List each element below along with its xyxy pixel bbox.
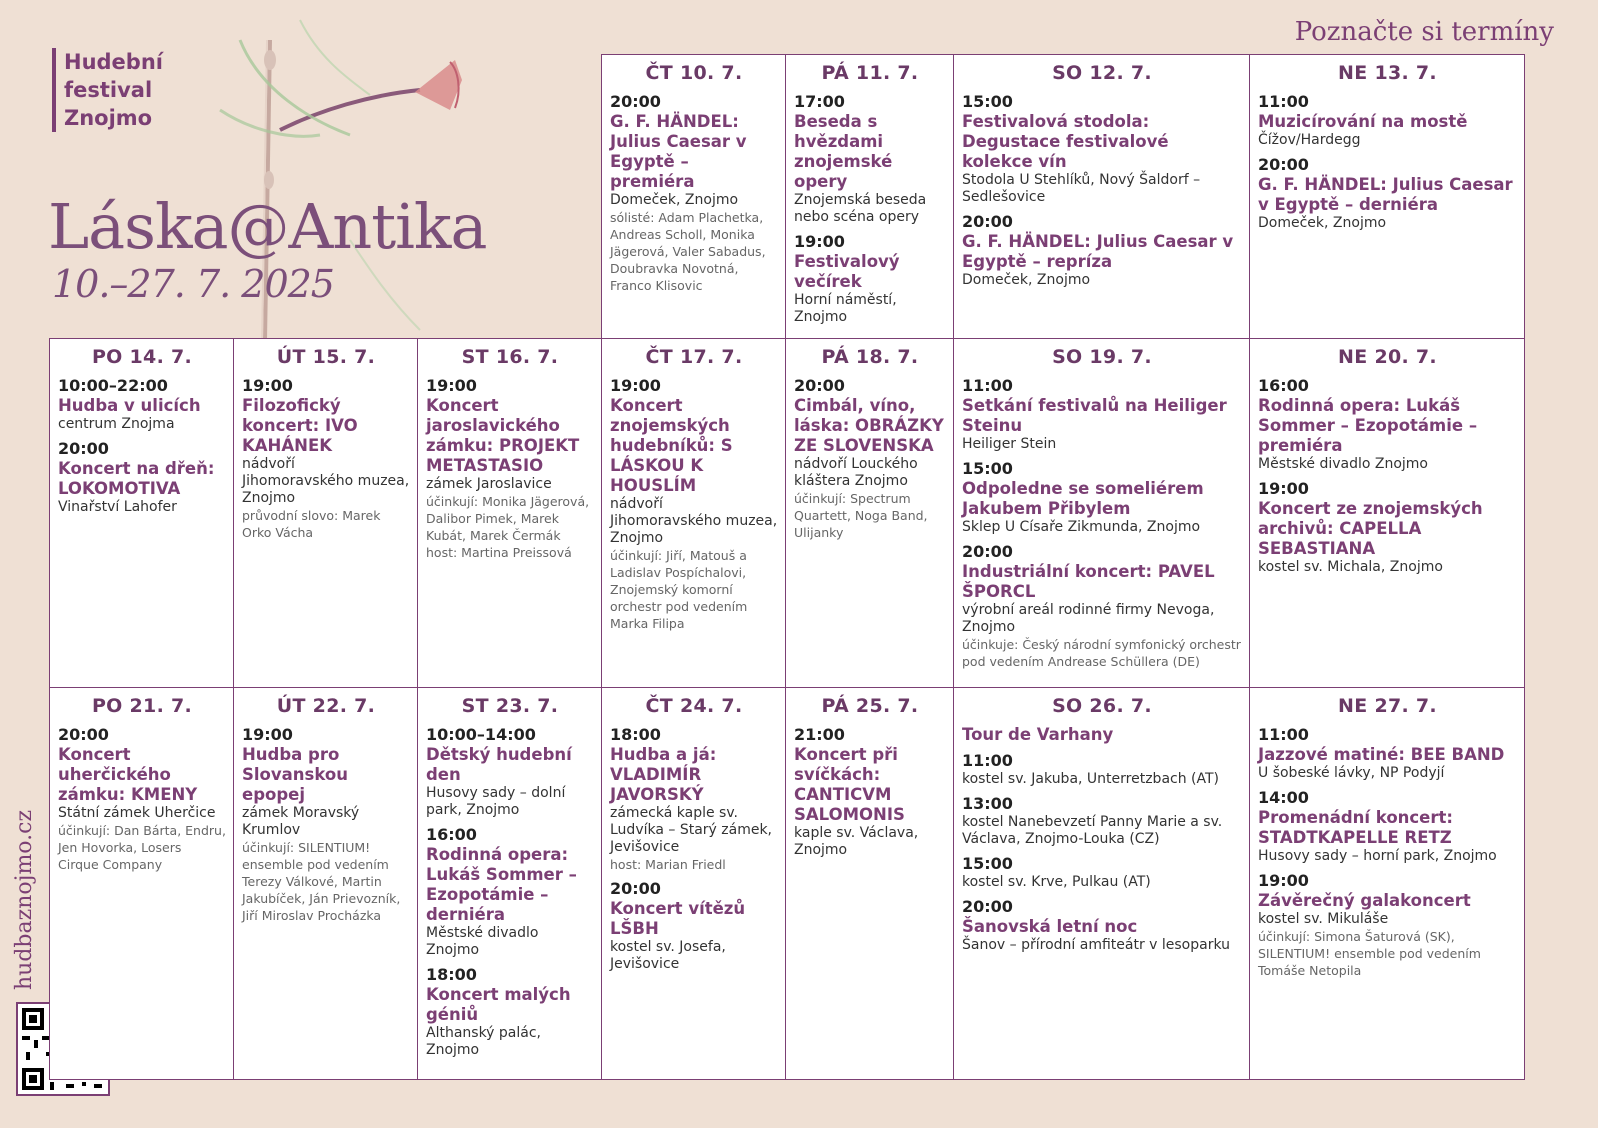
event-item [962,212,1242,289]
event-place: kostel sv. Mikuláše [1258,911,1389,927]
event-item [962,725,1242,745]
day-cell [1249,687,1525,1080]
event-title: Koncert ze znojemských archivů: CAPELLA SEBASTIANA [1258,499,1483,558]
event-time: 15:00 [962,459,1013,478]
event-place: Domeček, Znojmo [1258,215,1387,231]
event-item [962,794,1242,848]
event-time: 19:00 [1258,871,1309,890]
event-item [794,232,946,326]
event-time: 19:00 [1258,479,1309,498]
event-time: 20:00 [962,212,1013,231]
event-time: 19:00 [242,376,293,395]
day-label: ST 23. 7. [461,695,559,717]
event-title: Rodinná opera: Lukáš Sommer – Ezopotámie – derniéra [426,845,577,924]
event-item [1258,376,1517,473]
event-place: nádvoří Jihomoravského muzea, Znojmo [610,496,778,546]
event-place: U šobeské lávky, NP Podyjí [1258,765,1445,781]
brand-line: festival [64,78,153,102]
day-cell [785,687,954,1080]
event-title: Beseda s hvězdami znojemské opery [794,112,893,191]
event-performers: účinkují: Spectrum Quartett, Noga Band, Ulijanky [794,491,928,540]
event-place: Znojemská beseda nebo scéna opery [794,192,927,225]
event-performers: sólisté: Adam Plachetka, Andreas Scholl, Monika Jägerová, Valer Sabadus, Doubravka Novotná, Franco Klisovic [610,210,766,293]
event-item [1258,479,1517,576]
event-place: kostel sv. Krve, Pulkau (AT) [962,874,1151,890]
event-item [610,879,778,973]
event-place: Stodola U Stehlíků, Nový Šaldorf – Sedlešovice [962,172,1201,205]
day-label: ČT 17. 7. [645,346,743,368]
event-place: Městské divadlo Znojmo [1258,456,1428,472]
event-place: Čížov/Hardegg [1258,132,1361,148]
event-item [242,725,410,924]
event-item [610,725,778,873]
event-time: 18:00 [610,725,661,744]
event-place: Šanov – přírodní amfiteátr v lesoparku [962,937,1231,953]
day-cell [417,687,602,1080]
event-time: 16:00 [426,825,477,844]
event-item [58,725,226,873]
day-cell [1249,54,1525,339]
event-item [794,92,946,226]
event-item [426,376,594,561]
event-title: G. F. HÄNDEL: Julius Caesar v Egyptě – derniéra [1258,175,1513,214]
event-time: 20:00 [1258,155,1309,174]
event-place: kostel sv. Josefa, Jevišovice [610,939,726,972]
day-label: ÚT 15. 7. [276,346,376,368]
event-place: kostel sv. Michala, Znojmo [1258,559,1443,575]
event-place: výrobní areál rodinné firmy Nevoga, Znojmo [962,602,1215,635]
day-label: ČT 10. 7. [645,62,743,84]
event-item [1258,725,1517,782]
event-title: Koncert malých géniů [426,985,571,1024]
day-cell [785,338,954,688]
event-title: Dětský hudební den [426,745,572,784]
event-item [58,376,226,433]
event-time: 15:00 [962,92,1013,111]
event-place: zámek Moravský Krumlov [242,805,360,838]
event-time: 11:00 [962,751,1013,770]
event-time: 11:00 [1258,725,1309,744]
day-label: PÁ 11. 7. [821,62,919,84]
event-time: 18:00 [426,965,477,984]
event-time: 20:00 [962,897,1013,916]
event-time: 15:00 [962,854,1013,873]
event-title: Festivalová stodola: Degustace festivalové kolekce vín [962,112,1169,171]
event-title: Koncert jaroslavického zámku: PROJEKT METASTASIO [426,396,580,475]
day-cell [953,338,1250,688]
event-title: Hudba pro Slovanskou epopej [242,745,348,804]
event-title: Jazzové matiné: BEE BAND [1258,745,1505,764]
event-time: 11:00 [1258,92,1309,111]
day-label: SO 19. 7. [1052,346,1152,368]
event-time: 10:00–22:00 [58,376,168,395]
event-title: Koncert znojemských hudebníků: S LÁSKOU K HOUSLÍM [610,396,733,495]
day-label: PO 14. 7. [91,346,193,368]
event-time: 20:00 [794,376,845,395]
event-title: Koncert vítězů LŠBH [610,899,746,938]
event-place: zámek Jaroslavice [426,476,552,492]
event-time: 19:00 [610,376,661,395]
event-title: Závěrečný galakoncert [1258,891,1471,910]
day-label: SO 12. 7. [1052,62,1152,84]
event-title: Muzicírování na mostě [1258,112,1468,131]
event-place: Městské divadlo Znojmo [426,925,539,958]
event-performers: průvodní slovo: Marek Orko Vácha [242,508,381,540]
event-title: Filozofický koncert: IVO KAHÁNEK [242,396,358,455]
event-place: kaple sv. Václava, Znojmo [794,825,919,858]
event-place: nádvoří Jihomoravského muzea, Znojmo [242,456,410,506]
event-time: 17:00 [794,92,845,111]
event-place: Horní náměstí, Znojmo [794,292,897,325]
event-item [962,542,1242,670]
event-place: Husovy sady – dolní park, Znojmo [426,785,566,818]
day-label: ČT 24. 7. [645,695,743,717]
event-time: 19:00 [426,376,477,395]
event-performers: host: Marian Friedl [610,857,726,872]
day-label: PÁ 18. 7. [821,346,919,368]
event-item [962,897,1242,954]
event-title: Hudba v ulicích [58,396,201,415]
event-item [1258,788,1517,865]
event-item [794,725,946,859]
event-title: Setkání festivalů na Heiliger Steinu [962,396,1227,435]
event-title: Rodinná opera: Lukáš Sommer – Ezopotámie – premiéra [1258,396,1478,455]
festival-brand [52,48,163,132]
event-place: Domeček, Znojmo [610,192,739,208]
event-time: 19:00 [794,232,845,251]
event-item [426,725,594,819]
event-place: kostel Nanebevzetí Panny Marie a sv. Václava, Znojmo-Louka (CZ) [962,814,1223,847]
day-label: NE 20. 7. [1338,346,1437,368]
day-cell [601,687,786,1080]
event-place: zámecká kaple sv. Ludvíka – Starý zámek, Jevišovice [610,805,773,855]
event-item [962,92,1242,206]
event-place: Althanský palác, Znojmo [426,1025,542,1058]
festival-title: Láska@Antika [48,190,487,263]
event-title: G. F. HÄNDEL: Julius Caesar v Egyptě – premiéra [610,112,747,191]
day-label: PO 21. 7. [91,695,193,717]
day-label: ST 16. 7. [461,346,559,368]
event-performers: účinkují: SILENTIUM! ensemble pod vedením Terezy Válkové, Martin Jakubíček, Ján Prievozník, Jiří Miroslav Procházka [242,840,401,923]
event-title: Odpoledne se someliérem Jakubem Přibylem [962,479,1204,518]
event-time: 14:00 [1258,788,1309,807]
day-cell [233,338,418,688]
event-place: centrum Znojma [58,416,175,432]
event-time: 20:00 [610,92,661,111]
day-label: SO 26. 7. [1052,695,1152,717]
event-title: Industriální koncert: PAVEL ŠPORCL [962,562,1215,601]
event-item [610,92,778,294]
event-place: Heiliger Stein [962,436,1057,452]
event-title: Hudba a já: VLADIMÍR JAVORSKÝ [610,745,717,804]
day-cell [601,338,786,688]
event-item [962,854,1242,891]
event-title: Festivalový večírek [794,252,900,291]
event-item [426,825,594,959]
event-item [962,376,1242,453]
event-item [1258,92,1517,149]
event-time: 20:00 [58,439,109,458]
event-item [426,965,594,1059]
event-item [242,376,410,541]
event-item [962,459,1242,536]
event-item [1258,155,1517,232]
event-time: 16:00 [1258,376,1309,395]
event-time: 21:00 [794,725,845,744]
event-time: 10:00–14:00 [426,725,536,744]
day-label: NE 27. 7. [1338,695,1437,717]
event-performers: účinkují: Simona Šaturová (SK), SILENTIUM! ensemble pod vedením Tomáše Netopila [1258,929,1481,978]
event-place: Domeček, Znojmo [962,272,1091,288]
event-title: Promenádní koncert: STADTKAPELLE RETZ [1258,808,1453,847]
day-cell [49,338,234,688]
event-title: Tour de Varhany [962,725,1114,744]
day-cell [417,338,602,688]
brand-line: Hudební [64,50,163,74]
event-performers: účinkuje: Český národní symfonický orchestr pod vedením Andrease Schüllera (DE) [962,637,1241,669]
event-title: Koncert při svíčkách: CANTICVM SALOMONIS [794,745,905,824]
day-cell [785,54,954,339]
event-time: 20:00 [610,879,661,898]
festival-dates: 10.–27. 7. 2025 [52,262,334,306]
day-label: NE 13. 7. [1338,62,1437,84]
event-time: 13:00 [962,794,1013,813]
event-item [794,376,946,541]
event-time: 20:00 [962,542,1013,561]
event-item [1258,871,1517,979]
event-item [58,439,226,516]
day-label: ÚT 22. 7. [276,695,376,717]
event-title: Cimbál, víno, láska: OBRÁZKY ZE SLOVENSKA [794,396,944,455]
event-place: Sklep U Císaře Zikmunda, Znojmo [962,519,1201,535]
day-cell [953,687,1250,1080]
event-item [610,376,778,632]
day-cell [49,687,234,1080]
event-title: Koncert na dřeň: LOKOMOTIVA [58,459,215,498]
event-place: nádvoří Louckého kláštera Znojmo [794,456,918,489]
day-label: PÁ 25. 7. [821,695,919,717]
event-performers: účinkují: Jiří, Matouš a Ladislav Pospíchalovi, Znojemský komorní orchestr pod vedením Marka Filipa [610,548,748,631]
website-link[interactable]: hudbaznojmo.cz [12,809,37,990]
brand-line: Znojmo [64,106,153,130]
event-performers: účinkují: Dan Bárta, Endru, Jen Hovorka, Losers Cirque Company [58,823,226,872]
event-title: Šanovská letní noc [962,917,1138,936]
event-time: 11:00 [962,376,1013,395]
event-performers: účinkují: Monika Jägerová, Dalibor Pimek, Marek Kubát, Marek Čermák host: Martina Preissová [426,494,590,560]
event-place: Husovy sady – horní park, Znojmo [1258,848,1497,864]
day-cell [1249,338,1525,688]
event-item [962,751,1242,788]
event-title: Koncert uherčického zámku: KMENY [58,745,198,804]
event-place: Vinařství Lahofer [58,499,177,515]
day-cell [953,54,1250,339]
event-place: Státní zámek Uherčice [58,805,216,821]
event-time: 20:00 [58,725,109,744]
event-time: 19:00 [242,725,293,744]
day-cell [601,54,786,339]
save-the-date-note: Poznačte si termíny [1294,17,1554,47]
day-cell [233,687,418,1080]
event-title: G. F. HÄNDEL: Julius Caesar v Egyptě – repríza [962,232,1234,271]
event-place: kostel sv. Jakuba, Unterretzbach (AT) [962,771,1220,787]
